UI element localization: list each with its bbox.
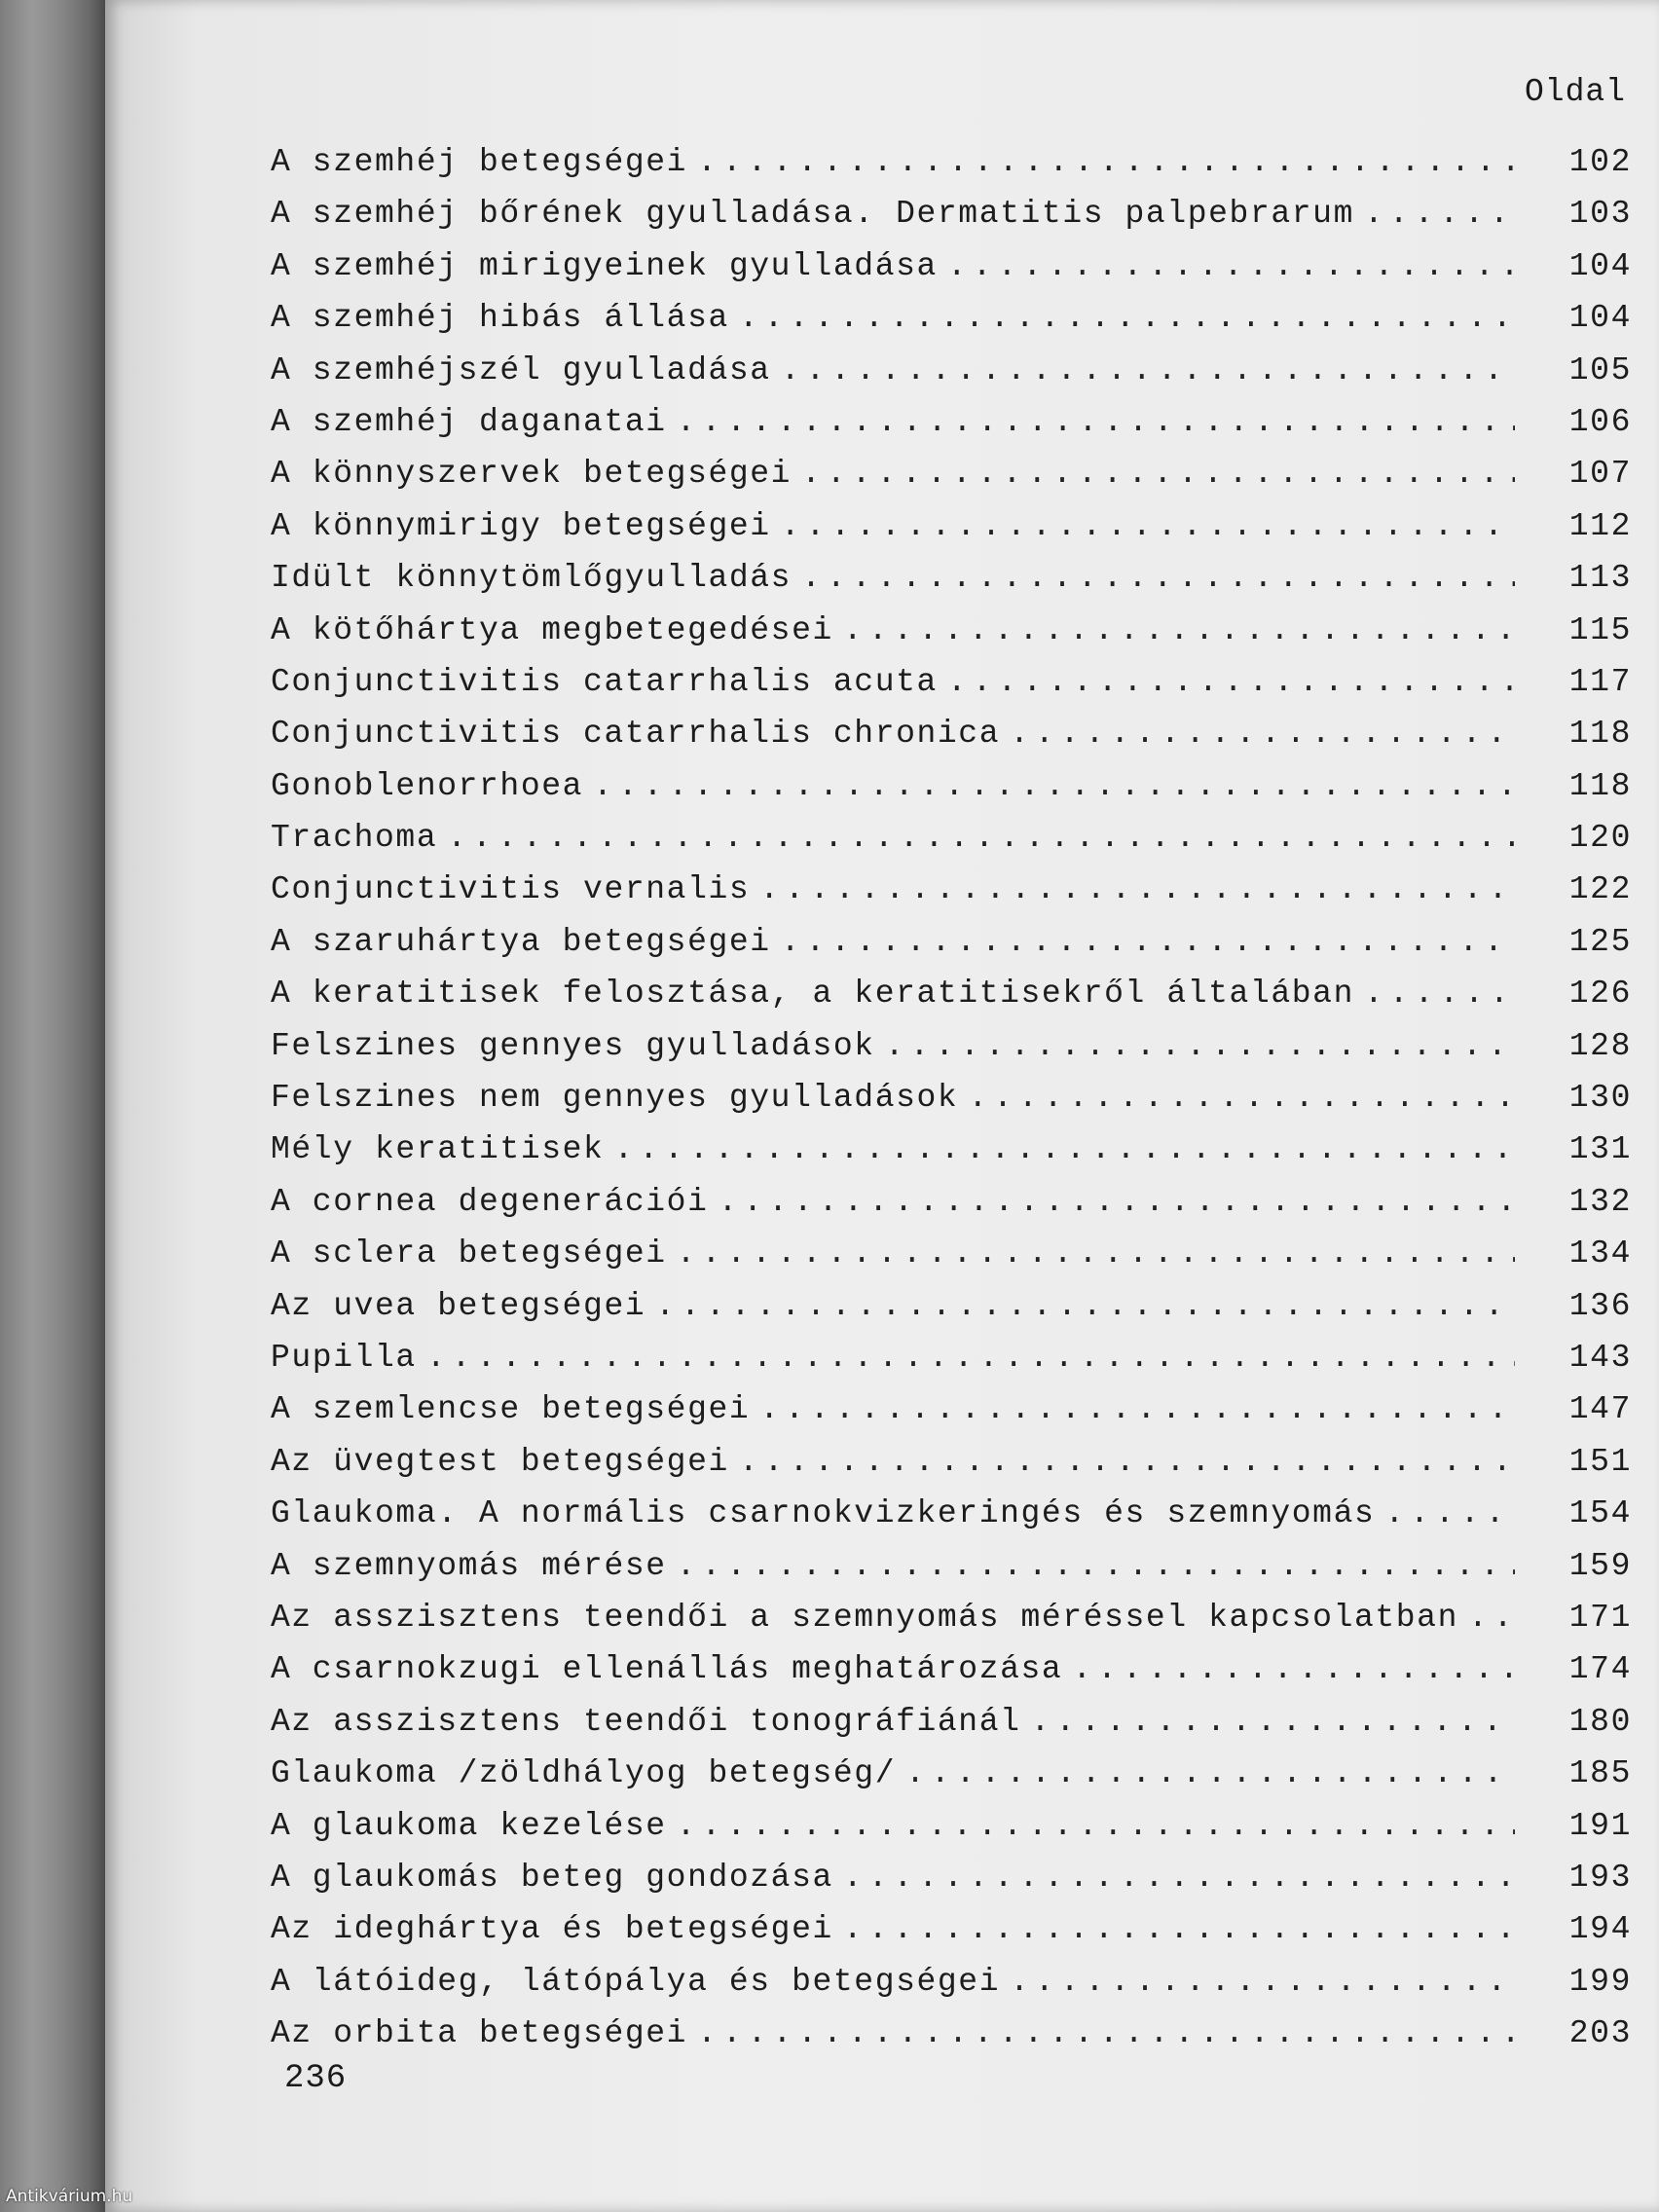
toc-entry xyxy=(271,1592,1632,1643)
toc-entry xyxy=(271,864,1632,915)
toc-leader-dots xyxy=(655,1280,1515,1332)
toc-entry xyxy=(271,968,1632,1019)
toc-leader-dots xyxy=(885,1020,1515,1072)
toc-entry-title: Mély keratitisek xyxy=(271,1131,605,1168)
toc-leader-dots xyxy=(759,1383,1515,1435)
toc-entry-title: Az uvea betegségei xyxy=(271,1287,646,1324)
toc-entry-title: Felszines gennyes gyulladások xyxy=(271,1027,875,1064)
toc-entry xyxy=(271,448,1632,499)
toc-leader-dots xyxy=(613,1124,1515,1175)
toc-entry-title: Gonoblenorrhoea xyxy=(271,767,584,804)
toc-entry xyxy=(271,1280,1632,1332)
toc-entry xyxy=(271,552,1632,604)
toc-leader-dots xyxy=(843,605,1515,656)
toc-entry-title: A szemhéj hibás állása xyxy=(271,300,729,337)
table-of-contents xyxy=(271,136,1632,2059)
toc-entry-page: 126 xyxy=(1568,976,1632,1013)
toc-entry-title: Az orbita betegségei xyxy=(271,2015,688,2052)
toc-entry xyxy=(271,708,1632,759)
toc-entry xyxy=(271,2008,1632,2059)
toc-entry xyxy=(271,916,1632,968)
toc-entry xyxy=(271,1748,1632,1799)
toc-entry-page: 151 xyxy=(1568,1443,1632,1480)
toc-leader-dots xyxy=(843,1903,1515,1955)
toc-entry xyxy=(271,1643,1632,1695)
toc-leader-dots xyxy=(739,292,1515,344)
toc-entry-title: A szemnyomás mérése xyxy=(271,1547,667,1584)
toc-entry-title: Pupilla xyxy=(271,1339,417,1376)
toc-leader-dots xyxy=(593,760,1515,812)
toc-leader-dots xyxy=(781,916,1515,968)
toc-entry xyxy=(271,812,1632,864)
toc-leader-dots xyxy=(677,1540,1515,1592)
toc-entry-page: 122 xyxy=(1568,871,1632,908)
book-binding xyxy=(0,0,105,2212)
toc-entry-title: A csarnokzugi ellenállás meghatározása xyxy=(271,1651,1063,1688)
toc-leader-dots xyxy=(781,500,1515,552)
toc-entry-title: A cornea degenerációi xyxy=(271,1183,709,1220)
toc-entry xyxy=(271,1020,1632,1072)
toc-entry xyxy=(271,1903,1632,1955)
toc-entry-title: A kötőhártya megbetegedései xyxy=(271,611,833,648)
page-column-header: Oldal xyxy=(1524,74,1626,110)
toc-entry xyxy=(271,240,1632,292)
toc-entry xyxy=(271,500,1632,552)
watermark: Antikvárium.hu xyxy=(6,2187,133,2206)
toc-leader-dots xyxy=(718,1176,1515,1228)
toc-entry-title: A szemhéj daganatai xyxy=(271,403,667,440)
toc-entry xyxy=(271,605,1632,656)
toc-entry xyxy=(271,292,1632,344)
toc-entry-page: 118 xyxy=(1568,716,1632,753)
toc-entry xyxy=(271,1072,1632,1124)
toc-entry xyxy=(271,1540,1632,1592)
toc-entry-page: 136 xyxy=(1568,1287,1632,1324)
toc-leader-dots xyxy=(1468,1592,1515,1643)
toc-leader-dots xyxy=(1010,708,1515,759)
toc-leader-dots xyxy=(801,448,1515,499)
toc-entry-page: 106 xyxy=(1568,403,1632,440)
toc-leader-dots xyxy=(677,1800,1515,1852)
toc-entry-title: A könnymirigy betegségei xyxy=(271,507,771,544)
toc-entry-title: Az üvegtest betegségei xyxy=(271,1443,729,1480)
toc-entry-page: 147 xyxy=(1568,1391,1632,1428)
toc-entry xyxy=(271,1228,1632,1279)
toc-leader-dots xyxy=(947,656,1515,708)
toc-entry xyxy=(271,1488,1632,1539)
toc-entry-title: Az asszisztens teendői tonográfiánál xyxy=(271,1703,1021,1740)
toc-leader-dots xyxy=(905,1748,1515,1799)
toc-leader-dots xyxy=(781,345,1515,396)
toc-leader-dots xyxy=(759,864,1515,915)
toc-leader-dots xyxy=(447,812,1515,864)
toc-entry xyxy=(271,1852,1632,1903)
toc-entry xyxy=(271,136,1632,188)
toc-entry-page: 171 xyxy=(1568,1599,1632,1636)
toc-entry-page: 115 xyxy=(1568,611,1632,648)
toc-entry xyxy=(271,188,1632,240)
toc-entry-title: A szemlencse betegségei xyxy=(271,1391,751,1428)
toc-entry-page: 174 xyxy=(1568,1651,1632,1688)
toc-entry-page: 199 xyxy=(1568,1963,1632,2000)
toc-entry xyxy=(271,1436,1632,1488)
toc-leader-dots xyxy=(697,2008,1515,2059)
toc-entry-title: A látóideg, látópálya és betegségei xyxy=(271,1963,1001,2000)
toc-leader-dots xyxy=(1364,968,1515,1019)
toc-leader-dots xyxy=(1364,188,1515,240)
toc-leader-dots xyxy=(697,136,1515,188)
toc-leader-dots xyxy=(843,1852,1515,1903)
toc-entry-page: 102 xyxy=(1568,144,1632,180)
toc-entry-title: A szemhéj bőrének gyulladása. Dermatitis palpebrarum xyxy=(271,196,1354,233)
toc-leader-dots xyxy=(1384,1488,1515,1539)
toc-entry-page: 143 xyxy=(1568,1339,1632,1376)
toc-entry-page: 112 xyxy=(1568,507,1632,544)
toc-entry-page: 154 xyxy=(1568,1495,1632,1532)
page-number: 236 xyxy=(284,2060,348,2097)
toc-entry-page: 128 xyxy=(1568,1027,1632,1064)
toc-entry xyxy=(271,1176,1632,1228)
toc-leader-dots xyxy=(426,1332,1515,1383)
toc-entry-page: 180 xyxy=(1568,1703,1632,1740)
toc-entry-title: Trachoma xyxy=(271,820,438,857)
toc-entry-title: Conjunctivitis catarrhalis acuta xyxy=(271,663,938,700)
toc-leader-dots xyxy=(968,1072,1515,1124)
toc-entry-title: A szemhéjszél gyulladása xyxy=(271,351,771,388)
toc-leader-dots xyxy=(947,240,1515,292)
toc-entry-page: 193 xyxy=(1568,1859,1632,1896)
toc-entry xyxy=(271,1124,1632,1175)
toc-entry-page: 125 xyxy=(1568,923,1632,960)
toc-leader-dots xyxy=(1031,1696,1515,1748)
toc-entry xyxy=(271,1696,1632,1748)
toc-entry-title: A glaukoma kezelése xyxy=(271,1807,667,1844)
toc-entry-title: Idült könnytömlőgyulladás xyxy=(271,560,793,597)
toc-entry-page: 131 xyxy=(1568,1131,1632,1168)
toc-entry-title: A sclera betegségei xyxy=(271,1235,667,1272)
toc-entry-title: Felszines nem gennyes gyulladások xyxy=(271,1080,959,1117)
toc-leader-dots xyxy=(677,396,1515,448)
toc-entry-page: 185 xyxy=(1568,1755,1632,1792)
toc-entry-title: A szaruhártya betegségei xyxy=(271,923,771,960)
toc-entry xyxy=(271,1332,1632,1383)
toc-entry-title: A keratitisek felosztása, a keratitisekről általában xyxy=(271,976,1354,1013)
toc-entry-page: 113 xyxy=(1568,560,1632,597)
toc-entry-title: A glaukomás beteg gondozása xyxy=(271,1859,833,1896)
toc-entry-page: 130 xyxy=(1568,1080,1632,1117)
toc-entry-page: 118 xyxy=(1568,767,1632,804)
toc-entry-page: 117 xyxy=(1568,663,1632,700)
toc-entry xyxy=(271,396,1632,448)
toc-entry-page: 191 xyxy=(1568,1807,1632,1844)
toc-entry-page: 103 xyxy=(1568,196,1632,233)
toc-entry-title: Conjunctivitis vernalis xyxy=(271,871,751,908)
toc-leader-dots xyxy=(801,552,1515,604)
toc-entry-page: 120 xyxy=(1568,820,1632,857)
toc-entry-title: Conjunctivitis catarrhalis chronica xyxy=(271,716,1001,753)
toc-entry xyxy=(271,345,1632,396)
toc-entry-page: 194 xyxy=(1568,1911,1632,1948)
toc-entry xyxy=(271,760,1632,812)
toc-entry-page: 105 xyxy=(1568,351,1632,388)
toc-entry xyxy=(271,1383,1632,1435)
toc-entry-title: A könnyszervek betegségei xyxy=(271,456,793,493)
toc-entry-title: A szemhéj betegségei xyxy=(271,144,688,180)
toc-entry-page: 104 xyxy=(1568,300,1632,337)
toc-entry-page: 132 xyxy=(1568,1183,1632,1220)
toc-entry-page: 134 xyxy=(1568,1235,1632,1272)
toc-entry-title: Az asszisztens teendői a szemnyomás méréssel kapcsolatban xyxy=(271,1599,1458,1636)
toc-entry xyxy=(271,1956,1632,2008)
toc-leader-dots xyxy=(1010,1956,1515,2008)
toc-entry-page: 203 xyxy=(1568,2015,1632,2052)
toc-entry-title: Glaukoma. A normális csarnokvizkeringés és szemnyomás xyxy=(271,1495,1376,1532)
toc-entry xyxy=(271,1800,1632,1852)
toc-entry-page: 104 xyxy=(1568,247,1632,284)
toc-entry-title: Glaukoma /zöldhályog betegség/ xyxy=(271,1755,897,1792)
toc-leader-dots xyxy=(677,1228,1515,1279)
toc-leader-dots xyxy=(739,1436,1515,1488)
toc-entry-page: 107 xyxy=(1568,456,1632,493)
toc-entry xyxy=(271,656,1632,708)
toc-entry-title: A szemhéj mirigyeinek gyulladása xyxy=(271,247,938,284)
toc-entry-page: 159 xyxy=(1568,1547,1632,1584)
toc-entry-title: Az ideghártya és betegségei xyxy=(271,1911,833,1948)
toc-leader-dots xyxy=(1072,1643,1515,1695)
